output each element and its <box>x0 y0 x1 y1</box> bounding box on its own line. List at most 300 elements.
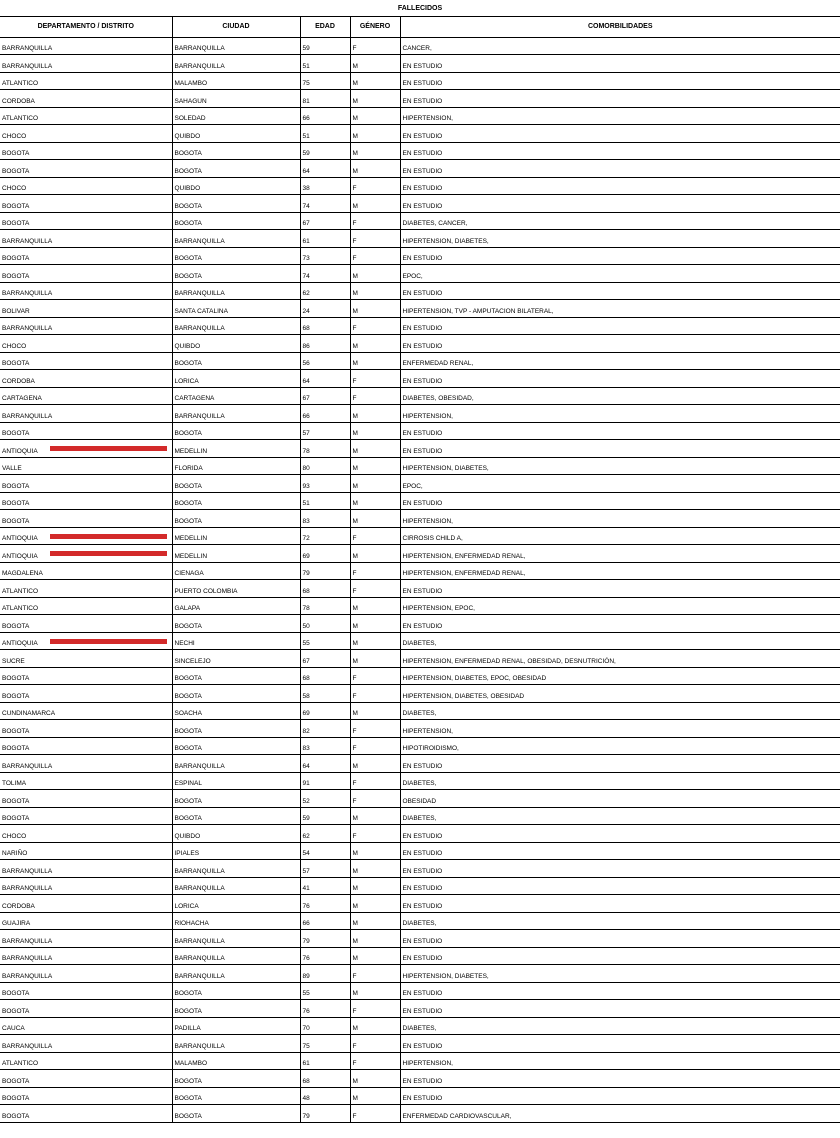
table-row <box>0 842 840 860</box>
cell-comorbilidades: EN ESTUDIO <box>400 615 840 633</box>
departamento-text: BOGOTA <box>2 517 30 525</box>
cell-comorbilidades: EN ESTUDIO <box>400 877 840 895</box>
cell-edad: 56 <box>300 352 350 370</box>
cell-edad: 68 <box>300 1070 350 1088</box>
cell-edad: 59 <box>300 807 350 825</box>
cell-departamento <box>0 457 172 475</box>
cell-genero: F <box>350 317 400 335</box>
cell-departamento <box>0 37 172 55</box>
cell-departamento <box>0 300 172 318</box>
departamento-text: BOGOTA <box>2 692 30 700</box>
cell-genero: M <box>350 615 400 633</box>
departamento-text: GUAJIRA <box>2 920 31 927</box>
cell-ciudad: LORICA <box>172 370 300 388</box>
cell-edad: 66 <box>300 912 350 930</box>
cell-comorbilidades: EN ESTUDIO <box>400 860 840 878</box>
table-row <box>0 370 840 388</box>
cell-edad: 68 <box>300 667 350 685</box>
cell-departamento <box>0 1000 172 1018</box>
cell-comorbilidades: DIABETES, <box>400 772 840 790</box>
cell-comorbilidades: EN ESTUDIO <box>400 1035 840 1053</box>
table-row <box>0 352 840 370</box>
cell-ciudad: SANTA CATALINA <box>172 300 300 318</box>
cell-comorbilidades: HIPERTENSION, DIABETES, <box>400 230 840 248</box>
cell-comorbilidades: EN ESTUDIO <box>400 160 840 178</box>
table-header-row <box>0 17 840 37</box>
cell-edad: 74 <box>300 195 350 213</box>
departamento-text: CHOCO <box>2 832 27 840</box>
cell-comorbilidades: EN ESTUDIO <box>400 1000 840 1018</box>
cell-comorbilidades: EN ESTUDIO <box>400 440 840 458</box>
cell-comorbilidades: HIPERTENSION, DIABETES, <box>400 965 840 983</box>
cell-comorbilidades: HIPERTENSION, DIABETES, <box>400 457 840 475</box>
cell-comorbilidades: DIABETES, <box>400 912 840 930</box>
deceased-table <box>0 17 840 1123</box>
header-departamento: DEPARTAMENTO / DISTRITO <box>0 17 172 37</box>
cell-departamento <box>0 510 172 528</box>
cell-ciudad: BARRANQUILLA <box>172 37 300 55</box>
cell-ciudad: QUIBDO <box>172 125 300 143</box>
cell-edad: 69 <box>300 702 350 720</box>
departamento-text: CHOCO <box>2 185 27 192</box>
cell-departamento <box>0 667 172 685</box>
cell-edad: 76 <box>300 947 350 965</box>
cell-departamento <box>0 212 172 230</box>
table-row <box>0 930 840 948</box>
cell-edad: 67 <box>300 650 350 668</box>
table-row <box>0 142 840 160</box>
cell-comorbilidades: EN ESTUDIO <box>400 125 840 143</box>
cell-departamento <box>0 930 172 948</box>
cell-departamento <box>0 877 172 895</box>
cell-genero: M <box>350 895 400 913</box>
table-row <box>0 492 840 510</box>
cell-ciudad: QUIBDO <box>172 177 300 195</box>
table-row <box>0 335 840 353</box>
table-row <box>0 860 840 878</box>
table-row <box>0 317 840 335</box>
departamento-text: TOLIMA <box>2 780 27 787</box>
cell-ciudad: PUERTO COLOMBIA <box>172 580 300 598</box>
cell-ciudad: BOGOTA <box>172 790 300 808</box>
cell-departamento <box>0 527 172 545</box>
cell-departamento <box>0 317 172 335</box>
departamento-text: ATLANTICO <box>2 80 38 87</box>
departamento-text: BARRANQUILLA <box>2 955 53 962</box>
cell-edad: 78 <box>300 440 350 458</box>
cell-ciudad: BOGOTA <box>172 807 300 825</box>
table-row <box>0 1000 840 1018</box>
table-row <box>0 107 840 125</box>
departamento-text: BOGOTA <box>2 745 30 752</box>
table-row <box>0 457 840 475</box>
table-row <box>0 720 840 738</box>
cell-genero: M <box>350 982 400 1000</box>
departamento-text: BARRANQUILLA <box>2 62 53 70</box>
cell-genero: M <box>350 877 400 895</box>
cell-ciudad: BOGOTA <box>172 247 300 265</box>
departamento-text: BOLIVAR <box>2 307 30 315</box>
cell-comorbilidades: HIPERTENSION, <box>400 510 840 528</box>
cell-departamento <box>0 650 172 668</box>
cell-genero: F <box>350 790 400 808</box>
table-row <box>0 405 840 423</box>
table-row <box>0 667 840 685</box>
cell-ciudad: BARRANQUILLA <box>172 877 300 895</box>
cell-comorbilidades: EN ESTUDIO <box>400 492 840 510</box>
cell-comorbilidades: EPOC, <box>400 475 840 493</box>
cell-departamento <box>0 580 172 598</box>
cell-genero: M <box>350 842 400 860</box>
departamento-text: BOGOTA <box>2 1112 30 1120</box>
departamento-text: BOGOTA <box>2 1007 30 1015</box>
cell-departamento <box>0 72 172 90</box>
cell-ciudad: BARRANQUILLA <box>172 965 300 983</box>
cell-edad: 57 <box>300 860 350 878</box>
cell-genero: F <box>350 230 400 248</box>
cell-comorbilidades: EN ESTUDIO <box>400 195 840 213</box>
cell-ciudad: BARRANQUILLA <box>172 55 300 73</box>
departamento-text: BARRANQUILLA <box>2 972 53 980</box>
cell-departamento <box>0 160 172 178</box>
cell-edad: 61 <box>300 1052 350 1070</box>
departamento-text: BARRANQUILLA <box>2 937 53 945</box>
table-row <box>0 615 840 633</box>
cell-edad: 79 <box>300 562 350 580</box>
cell-departamento <box>0 1035 172 1053</box>
table-row <box>0 177 840 195</box>
cell-comorbilidades: EN ESTUDIO <box>400 317 840 335</box>
cell-departamento <box>0 1105 172 1123</box>
cell-ciudad: BOGOTA <box>172 667 300 685</box>
cell-comorbilidades: ENFERMEDAD RENAL, <box>400 352 840 370</box>
cell-edad: 68 <box>300 580 350 598</box>
cell-edad: 78 <box>300 597 350 615</box>
cell-genero: F <box>350 562 400 580</box>
header-genero: GÉNERO <box>350 17 400 37</box>
cell-comorbilidades: EN ESTUDIO <box>400 335 840 353</box>
cell-genero: M <box>350 55 400 73</box>
cell-genero: M <box>350 1070 400 1088</box>
cell-departamento <box>0 440 172 458</box>
cell-ciudad: BOGOTA <box>172 737 300 755</box>
table-row <box>0 685 840 703</box>
table-row <box>0 632 840 650</box>
cell-departamento <box>0 422 172 440</box>
departamento-text: BOGOTA <box>2 220 30 227</box>
cell-ciudad: QUIBDO <box>172 335 300 353</box>
cell-edad: 68 <box>300 317 350 335</box>
cell-edad: 58 <box>300 685 350 703</box>
table-row <box>0 527 840 545</box>
departamento-text: BARRANQUILLA <box>2 867 53 875</box>
cell-edad: 59 <box>300 142 350 160</box>
cell-genero: F <box>350 1000 400 1018</box>
cell-edad: 76 <box>300 895 350 913</box>
cell-ciudad: SAHAGUN <box>172 90 300 108</box>
cell-comorbilidades: HIPERTENSION, DIABETES, OBESIDAD <box>400 685 840 703</box>
cell-ciudad: BOGOTA <box>172 615 300 633</box>
cell-edad: 38 <box>300 177 350 195</box>
cell-departamento <box>0 912 172 930</box>
cell-edad: 73 <box>300 247 350 265</box>
departamento-text: BOGOTA <box>2 675 30 682</box>
cell-ciudad: BOGOTA <box>172 142 300 160</box>
cell-departamento <box>0 825 172 843</box>
cell-ciudad: QUIBDO <box>172 825 300 843</box>
table-row <box>0 1070 840 1088</box>
departamento-text: BOGOTA <box>2 797 30 805</box>
table-row <box>0 1105 840 1123</box>
cell-genero: F <box>350 737 400 755</box>
cell-comorbilidades: EPOC, <box>400 265 840 283</box>
cell-genero: M <box>350 755 400 773</box>
cell-edad: 66 <box>300 405 350 423</box>
departamento-text: BOGOTA <box>2 272 30 280</box>
cell-genero: M <box>350 300 400 318</box>
cell-comorbilidades: EN ESTUDIO <box>400 1070 840 1088</box>
cell-comorbilidades: HIPERTENSION, ENFERMEDAD RENAL, <box>400 545 840 563</box>
cell-comorbilidades: OBESIDAD <box>400 790 840 808</box>
cell-genero: M <box>350 912 400 930</box>
table-row <box>0 247 840 265</box>
cell-comorbilidades: HIPOTIROIDISMO, <box>400 737 840 755</box>
cell-ciudad: BARRANQUILLA <box>172 947 300 965</box>
departamento-text: ATLANTICO <box>2 587 38 595</box>
cell-departamento <box>0 125 172 143</box>
departamento-text: BARRANQUILLA <box>2 1042 53 1050</box>
cell-departamento <box>0 335 172 353</box>
cell-genero: M <box>350 72 400 90</box>
cell-genero: F <box>350 212 400 230</box>
table-row <box>0 125 840 143</box>
cell-edad: 86 <box>300 335 350 353</box>
cell-edad: 52 <box>300 790 350 808</box>
cell-genero: M <box>350 930 400 948</box>
departamento-text: SUCRE <box>2 657 25 665</box>
cell-edad: 57 <box>300 422 350 440</box>
table-row <box>0 895 840 913</box>
departamento-text: BOGOTA <box>2 990 30 997</box>
cell-genero: F <box>350 580 400 598</box>
table-row <box>0 195 840 213</box>
cell-comorbilidades: EN ESTUDIO <box>400 930 840 948</box>
cell-ciudad: BOGOTA <box>172 982 300 1000</box>
cell-genero: M <box>350 860 400 878</box>
cell-comorbilidades: HIPERTENSION, <box>400 107 840 125</box>
departamento-text: BOGOTA <box>2 150 30 157</box>
departamento-text: CARTAGENA <box>2 395 42 402</box>
table-row <box>0 160 840 178</box>
cell-edad: 75 <box>300 1035 350 1053</box>
departamento-text: ATLANTICO <box>2 1060 38 1067</box>
cell-genero: F <box>350 177 400 195</box>
cell-departamento <box>0 247 172 265</box>
cell-genero: M <box>350 142 400 160</box>
cell-edad: 72 <box>300 527 350 545</box>
cell-edad: 62 <box>300 282 350 300</box>
cell-departamento <box>0 615 172 633</box>
cell-genero: F <box>350 1105 400 1123</box>
cell-comorbilidades: EN ESTUDIO <box>400 370 840 388</box>
cell-comorbilidades: EN ESTUDIO <box>400 982 840 1000</box>
cell-departamento <box>0 860 172 878</box>
departamento-text: BARRANQUILLA <box>2 45 53 52</box>
cell-ciudad: MALAMBO <box>172 1052 300 1070</box>
departamento-text: NARIÑO <box>2 850 28 857</box>
cell-ciudad: MALAMBO <box>172 72 300 90</box>
departamento-text: CUNDINAMARCA <box>2 710 56 717</box>
departamento-text: BARRANQUILLA <box>2 237 53 245</box>
cell-comorbilidades: EN ESTUDIO <box>400 825 840 843</box>
cell-comorbilidades: EN ESTUDIO <box>400 755 840 773</box>
cell-edad: 41 <box>300 877 350 895</box>
cell-departamento <box>0 1017 172 1035</box>
cell-genero: F <box>350 720 400 738</box>
cell-comorbilidades: DIABETES, OBESIDAD, <box>400 387 840 405</box>
cell-departamento <box>0 790 172 808</box>
cell-ciudad: BARRANQUILLA <box>172 282 300 300</box>
table-row <box>0 55 840 73</box>
cell-genero: F <box>350 37 400 55</box>
cell-comorbilidades: EN ESTUDIO <box>400 842 840 860</box>
table-row <box>0 772 840 790</box>
table-row <box>0 702 840 720</box>
cell-comorbilidades: DIABETES, <box>400 632 840 650</box>
cell-ciudad: BARRANQUILLA <box>172 860 300 878</box>
redaction-bar <box>50 551 167 556</box>
cell-departamento <box>0 597 172 615</box>
departamento-text: BOGOTA <box>2 815 30 822</box>
cell-ciudad: BARRANQUILLA <box>172 1035 300 1053</box>
cell-genero: M <box>350 440 400 458</box>
cell-departamento <box>0 107 172 125</box>
cell-edad: 80 <box>300 457 350 475</box>
cell-ciudad: BOGOTA <box>172 1105 300 1123</box>
document-title: FALLECIDOS <box>0 0 840 17</box>
table-row <box>0 37 840 55</box>
cell-departamento <box>0 492 172 510</box>
cell-ciudad: PADILLA <box>172 1017 300 1035</box>
redaction-bar <box>50 639 167 644</box>
cell-edad: 79 <box>300 930 350 948</box>
table-row <box>0 387 840 405</box>
cell-departamento <box>0 807 172 825</box>
cell-ciudad: SOLEDAD <box>172 107 300 125</box>
table-row <box>0 90 840 108</box>
cell-genero: F <box>350 247 400 265</box>
cell-comorbilidades: HIPERTENSION, DIABETES, EPOC, OBESIDAD <box>400 667 840 685</box>
cell-comorbilidades: HIPERTENSION, <box>400 405 840 423</box>
departamento-text: ATLANTICO <box>2 605 38 612</box>
cell-comorbilidades: DIABETES, CANCER, <box>400 212 840 230</box>
cell-comorbilidades: DIABETES, <box>400 702 840 720</box>
cell-genero: M <box>350 352 400 370</box>
departamento-text: BOGOTA <box>2 202 30 210</box>
cell-ciudad: IPIALES <box>172 842 300 860</box>
table-row <box>0 1035 840 1053</box>
header-ciudad: CIUDAD <box>172 17 300 37</box>
cell-genero: M <box>350 632 400 650</box>
departamento-text: CORDOBA <box>2 902 35 910</box>
cell-departamento <box>0 177 172 195</box>
header-edad: EDAD <box>300 17 350 37</box>
departamento-text: CAUCA <box>2 1025 25 1032</box>
table-row <box>0 212 840 230</box>
departamento-text: BOGOTA <box>2 430 30 437</box>
cell-departamento <box>0 895 172 913</box>
cell-comorbilidades: EN ESTUDIO <box>400 1087 840 1105</box>
cell-edad: 81 <box>300 90 350 108</box>
cell-departamento <box>0 195 172 213</box>
cell-edad: 79 <box>300 1105 350 1123</box>
departamento-text: BOGOTA <box>2 1077 30 1085</box>
cell-ciudad: BARRANQUILLA <box>172 317 300 335</box>
cell-departamento <box>0 282 172 300</box>
cell-comorbilidades: EN ESTUDIO <box>400 55 840 73</box>
table-row <box>0 1052 840 1070</box>
cell-genero: M <box>350 335 400 353</box>
departamento-text: ANTIOQUIA <box>2 552 38 560</box>
cell-departamento <box>0 947 172 965</box>
cell-departamento <box>0 545 172 563</box>
cell-departamento <box>0 55 172 73</box>
cell-ciudad: BOGOTA <box>172 720 300 738</box>
table-row <box>0 265 840 283</box>
cell-genero: F <box>350 965 400 983</box>
table-row <box>0 562 840 580</box>
departamento-text: MAGDALENA <box>2 570 43 577</box>
departamento-text: BOGOTA <box>2 482 30 490</box>
cell-comorbilidades: EN ESTUDIO <box>400 282 840 300</box>
table-row <box>0 825 840 843</box>
table-row <box>0 230 840 248</box>
cell-genero: M <box>350 107 400 125</box>
cell-ciudad: BOGOTA <box>172 1000 300 1018</box>
cell-edad: 59 <box>300 37 350 55</box>
cell-edad: 83 <box>300 510 350 528</box>
cell-departamento <box>0 720 172 738</box>
departamento-text: BOGOTA <box>2 255 30 262</box>
cell-ciudad: BOGOTA <box>172 195 300 213</box>
cell-genero: M <box>350 405 400 423</box>
cell-comorbilidades: CIRROSIS CHILD A, <box>400 527 840 545</box>
departamento-text: BOGOTA <box>2 167 30 175</box>
table-row <box>0 947 840 965</box>
cell-genero: F <box>350 685 400 703</box>
cell-comorbilidades: HIPERTENSION, ENFERMEDAD RENAL, OBESIDAD, DESNUTRICIÓN, <box>400 650 840 668</box>
cell-genero: M <box>350 125 400 143</box>
cell-edad: 24 <box>300 300 350 318</box>
table-row <box>0 422 840 440</box>
departamento-text: BOGOTA <box>2 1095 30 1102</box>
cell-genero: M <box>350 807 400 825</box>
table-row <box>0 1087 840 1105</box>
cell-edad: 89 <box>300 965 350 983</box>
cell-comorbilidades: EN ESTUDIO <box>400 72 840 90</box>
cell-genero: M <box>350 545 400 563</box>
cell-genero: F <box>350 1035 400 1053</box>
cell-edad: 48 <box>300 1087 350 1105</box>
table-row <box>0 475 840 493</box>
cell-genero: M <box>350 282 400 300</box>
cell-genero: M <box>350 160 400 178</box>
cell-ciudad: BARRANQUILLA <box>172 755 300 773</box>
cell-ciudad: SOACHA <box>172 702 300 720</box>
cell-edad: 75 <box>300 72 350 90</box>
cell-edad: 61 <box>300 230 350 248</box>
cell-genero: F <box>350 387 400 405</box>
